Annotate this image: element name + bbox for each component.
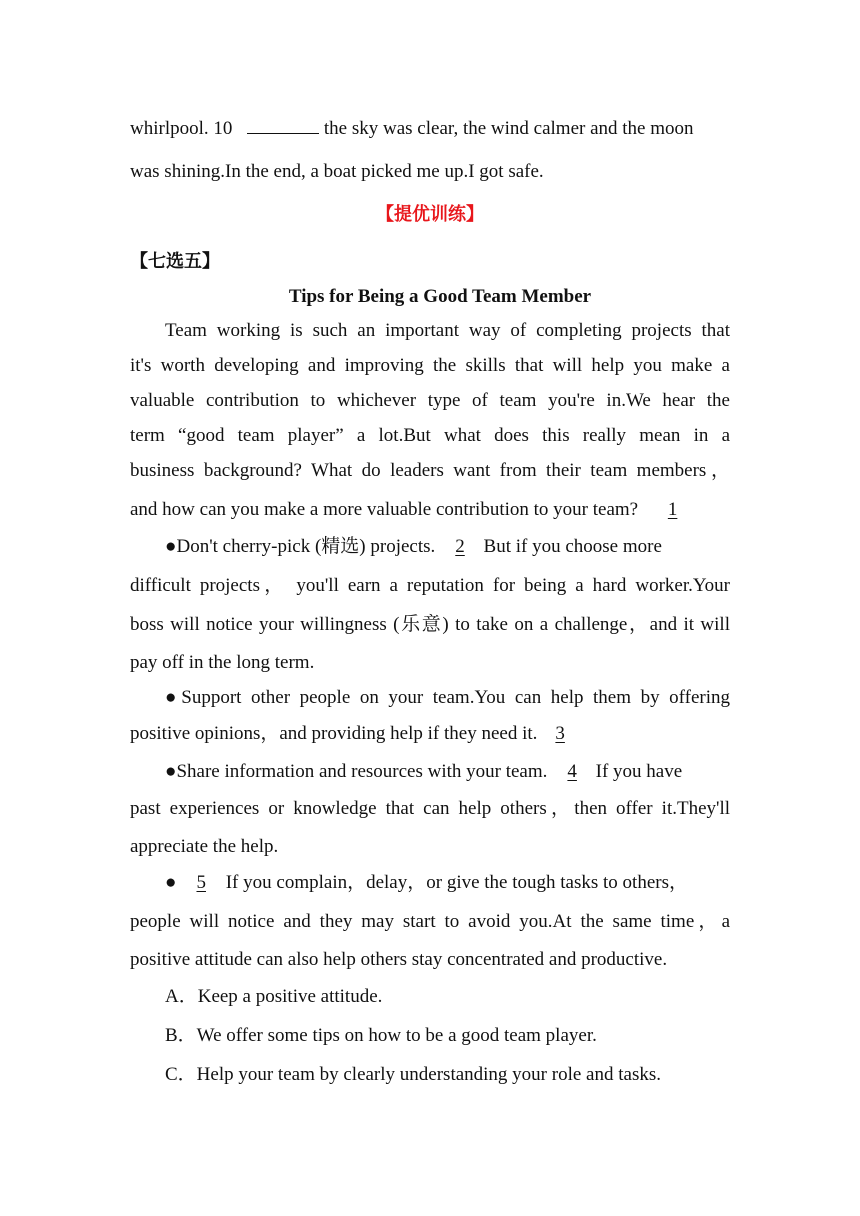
tip-4-text: If you complain，delay，or give the tough tasks to others， xyxy=(220,872,688,893)
option-a: A．Keep a positive attitude. xyxy=(165,986,383,1007)
blank-10 xyxy=(247,115,319,134)
bullet: ● xyxy=(165,872,177,893)
tip-1-line-3: boss will notice your willingness (乐意) to take on a challenge，and it will xyxy=(130,614,730,635)
tip-3-line-3: appreciate the help. xyxy=(130,836,279,857)
tip-3-line-2: past experiences or knowledge that can help others，then offer it.They'll xyxy=(130,798,730,819)
story-line-2: was shining.In the end, a boat picked me up.I got safe. xyxy=(130,161,544,182)
story-text: whirlpool. 10 xyxy=(130,118,233,139)
intro-line: business background? What do leaders want from their team members， xyxy=(130,460,730,481)
intro-line-last xyxy=(130,498,730,522)
intro-line: valuable contribution to whichever type of team you're in.We hear the xyxy=(130,390,730,411)
intro-line: it's worth developing and improving the skills that will help you make a xyxy=(130,355,730,376)
tip-2-line-2 xyxy=(130,722,730,746)
blank-1: 1 xyxy=(667,499,678,520)
exercise-label: 【七选五】 xyxy=(130,251,220,272)
story-text: the sky was clear, the wind calmer and the moon xyxy=(323,118,694,139)
option-c: C．Help your team by clearly understanding your role and tasks. xyxy=(165,1064,661,1085)
tip-4-line-2: people will notice and they may start to avoid you.At the same time，a xyxy=(130,911,730,932)
tip-1-line-2: difficult projects， you'll earn a reputation for being a hard worker.Your xyxy=(130,575,730,596)
blank-4: 4 xyxy=(567,761,577,782)
tip-4-line-1 xyxy=(165,871,730,895)
intro-line: term “good team player” a lot.But what does this really mean in a xyxy=(130,425,730,446)
tip-3-line-1 xyxy=(165,760,730,784)
section-heading: 【提优训练】 xyxy=(376,204,484,225)
tip-1-line-4: pay off in the long term. xyxy=(130,652,315,673)
intro-text: and how can you make a more valuable contribution to your team? xyxy=(130,499,643,520)
tip-3-text: If you have xyxy=(590,761,683,782)
tip-1-text: But if you choose more xyxy=(478,536,662,557)
blank-5: 5 xyxy=(196,872,206,893)
tip-2-text: positive opinions，and providing help if they need it. xyxy=(130,723,538,744)
blank-2: 2 xyxy=(455,536,465,557)
tip-3-text: ●Share information and resources with your team. xyxy=(165,761,548,782)
option-b: B．We offer some tips on how to be a good team player. xyxy=(165,1025,597,1046)
passage-title: Tips for Being a Good Team Member xyxy=(288,286,592,307)
tip-4-line-3: positive attitude can also help others stay concentrated and productive. xyxy=(130,949,668,970)
tip-1-text: ●Don't cherry-pick (精选) projects. xyxy=(165,536,436,557)
tip-2-line-1: ●Support other people on your team.You can help them by offering xyxy=(165,687,730,708)
story-line-1 xyxy=(130,115,730,141)
blank-3: 3 xyxy=(555,723,565,744)
tip-1-line-1 xyxy=(165,535,730,559)
intro-line: Team working is such an important way of completing projects that xyxy=(165,320,730,341)
